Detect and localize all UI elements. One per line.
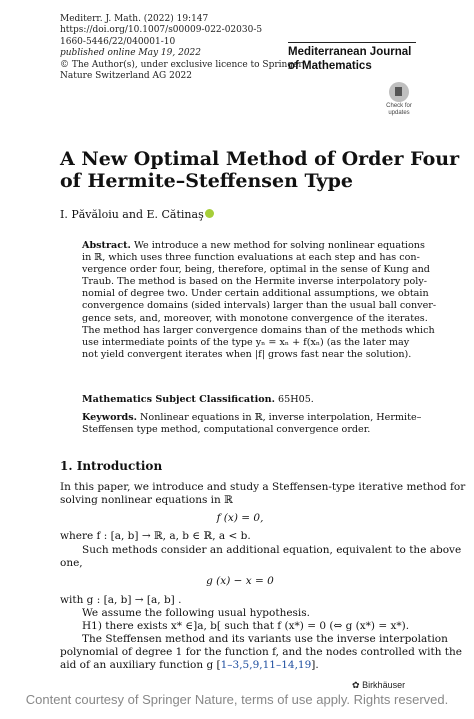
- abstract-line: convergence domains (sided intervals) larger than the usual ball conver-: [82, 300, 437, 312]
- paragraph-line: polynomial of degree 1 for the function f, and the nodes controlled with the: [60, 646, 463, 659]
- paragraph-line: We assume the following usual hypothesis.: [82, 607, 311, 620]
- publisher-logo: [352, 680, 405, 691]
- keywords-label: Keywords.: [82, 412, 137, 423]
- paragraph-line: In this paper, we introduce and study a Steffensen-type iterative method for: [60, 481, 466, 493]
- paragraph-line: The Steffensen method and its variants use the inverse interpolation: [82, 633, 448, 645]
- author-list: [60, 208, 214, 221]
- paragraph-line: solving nonlinear equations in ℝ: [60, 494, 233, 507]
- paragraph-line-end: ].: [311, 659, 319, 672]
- equation-2: g (x) − x = 0: [206, 575, 274, 587]
- title-line-2: of Hermite–Steffensen Type: [60, 170, 353, 192]
- citation-links[interactable]: 1–3,5,9,11–14,19: [220, 659, 312, 672]
- published-date: published online May 19, 2022: [60, 48, 201, 59]
- birkhauser-icon: ✿: [352, 680, 360, 690]
- with-text: [60, 594, 420, 634]
- badge-text-2: updates: [388, 110, 410, 116]
- abstract-line: not yield convergent iterates when |f| grows fast near the solution).: [82, 348, 412, 360]
- publisher-name: Birkhäuser: [362, 680, 406, 690]
- msc-classification: [82, 394, 314, 405]
- abstract-line: use intermediate points of the type yₙ = xₙ + f(xₙ) (as the later may: [82, 336, 410, 348]
- abstract-line: The method has larger convergence domains than of the methods which: [82, 324, 435, 336]
- abstract-line: Traub. The method is based on the Hermite inverse interpolatory poly-: [82, 276, 428, 288]
- abstract-line: nomial of degree two. Under certain additional assumptions, we obtain: [82, 288, 429, 300]
- paragraph-line: Such methods consider an additional equation, equivalent to the above: [82, 544, 462, 556]
- intro-paragraph-2: [60, 544, 462, 570]
- article-metadata: [60, 14, 303, 82]
- license-line: © The Author(s), under exclusive licence to Springer: [60, 59, 303, 70]
- journal-name-line2: of Mathematics: [288, 59, 372, 72]
- license-line-2: Nature Switzerland AG 2022: [60, 71, 192, 82]
- equation-1: f (x) = 0,: [216, 512, 264, 524]
- courtesy-watermark: Content courtesy of Springer Nature, terms of use apply. Rights reserved.: [25, 692, 449, 707]
- abstract-line: gence sets, and, moreover, with monotone convergence of the iterates.: [82, 312, 428, 324]
- intro-paragraph-1: [60, 481, 466, 507]
- title-line-1: A New Optimal Method of Order Four: [60, 148, 460, 170]
- paragraph-line: aid of an auxiliary function g [: [60, 659, 221, 672]
- keywords-line: Nonlinear equations in ℝ, inverse interpolation, Hermite–: [140, 412, 422, 423]
- check-updates-icon: [389, 82, 409, 102]
- journal-name-line1: Mediterranean Journal: [288, 46, 412, 58]
- badge-text-1: Check for: [386, 103, 412, 109]
- msc-value: 65H05.: [278, 394, 314, 405]
- abstract-line: We introduce a new method for solving nonlinear equations: [133, 240, 425, 251]
- section-heading: 1. Introduction: [60, 459, 163, 473]
- doi-link[interactable]: https://doi.org/10.1007/s00009-022-02030-5: [60, 25, 263, 36]
- paragraph-line: where f : [a, b] → ℝ, a, b ∈ ℝ, a < b.: [60, 530, 251, 542]
- issn-line: 1660-5446/22/040001-10: [60, 36, 176, 47]
- msc-label: Mathematics Subject Classification.: [82, 394, 275, 405]
- keywords: [82, 412, 422, 436]
- paragraph-line: one,: [60, 557, 83, 570]
- orcid-icon[interactable]: [205, 209, 214, 218]
- hypothesis-h1: H1) there exists x* ∈]a, b[ such that f (x*) = 0 (⇔ g (x*) = x*).: [82, 620, 410, 633]
- authors-text: I. Păvăloiu and E. Cătinaş: [60, 208, 204, 221]
- abstract-line: vergence order four, being, therefore, optimal in the sense of Kung and: [82, 264, 430, 276]
- citation-line: Mediterr. J. Math. (2022) 19:147: [60, 14, 209, 24]
- paragraph-line: with g : [a, b] → [a, b] .: [60, 594, 182, 606]
- abstract-line: in ℝ, which uses three function evaluations at each step and has con-: [82, 252, 420, 264]
- check-for-updates-button[interactable]: [380, 82, 418, 114]
- abstract-label: Abstract.: [82, 240, 131, 251]
- article-title: [60, 148, 459, 192]
- intro-paragraph-3: [60, 633, 463, 673]
- keywords-line: Steffensen type method, computational convergence order.: [82, 424, 371, 436]
- journal-name: [288, 42, 416, 73]
- where-text: [60, 530, 420, 543]
- abstract: [82, 240, 437, 361]
